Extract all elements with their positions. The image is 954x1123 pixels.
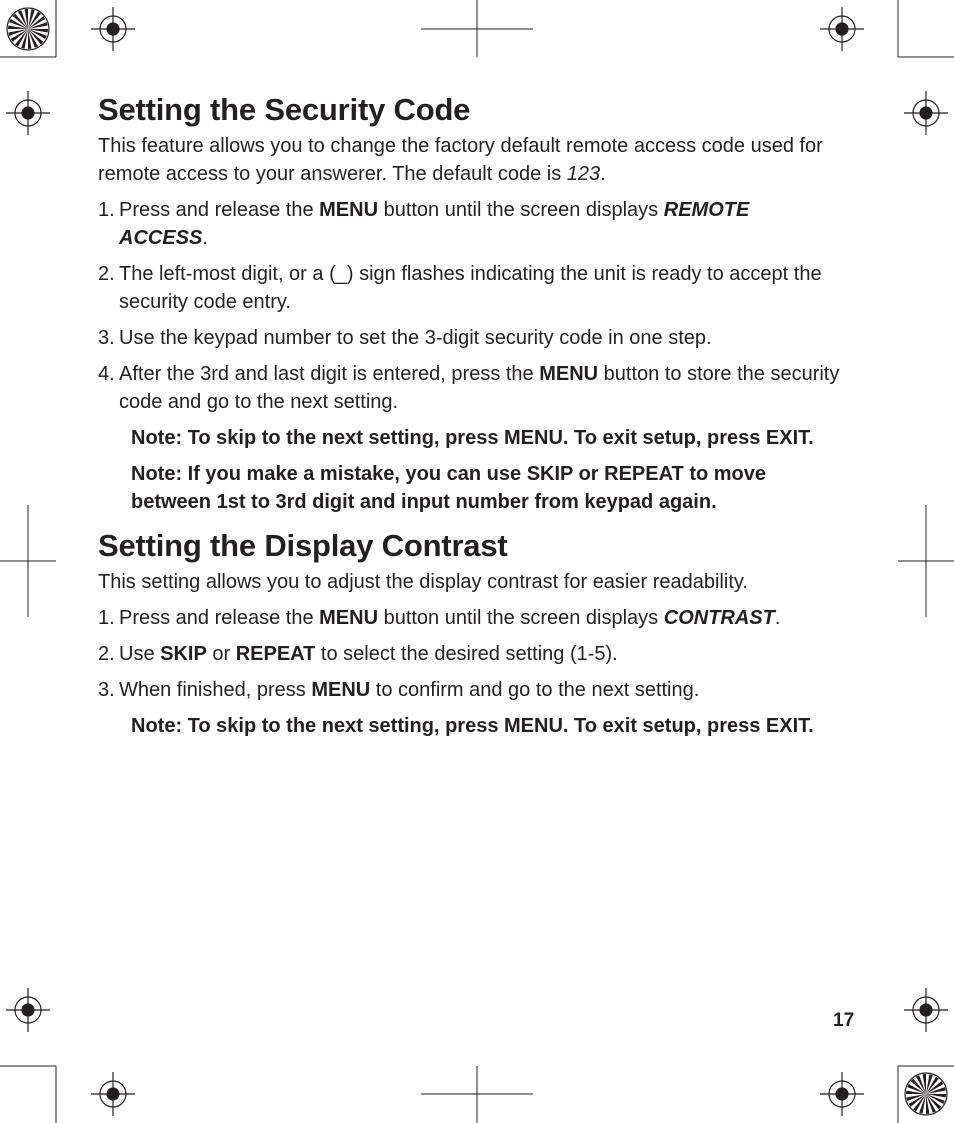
display-contrast-section — [98, 524, 843, 740]
list-item: 3. When finished, press MENU to confirm and go to the next setting. — [98, 679, 700, 701]
section-heading: Setting the Security Code — [98, 92, 471, 127]
section-intro: This feature allows you to change the factory default remote access code used for remote access to your answerer. The default code is 123. — [98, 135, 823, 185]
note: Note: To skip to the next setting, press MENU. To exit setup, press EXIT. — [131, 715, 814, 737]
list-item: 4. After the 3rd and last digit is entered, press the MENU button to store the security code and go to the next setting. — [98, 363, 840, 413]
list-item: 2. Use SKIP or REPEAT to select the desired setting (1-5). — [98, 643, 618, 665]
steps-list — [98, 196, 843, 416]
security-code-section — [98, 88, 843, 516]
list-item: 1. Press and release the MENU button until the screen displays REMOTE ACCESS. — [98, 199, 750, 249]
note: Note: To skip to the next setting, press MENU. To exit setup, press EXIT. — [131, 427, 814, 449]
note: Note: If you make a mistake, you can use SKIP or REPEAT to move between 1st to 3rd digit and input number from keypad again. — [131, 463, 766, 513]
list-item: 1. Press and release the MENU button until the screen displays CONTRAST. — [98, 607, 781, 629]
list-item: 3. Use the keypad number to set the 3-digit security code in one step. — [98, 327, 712, 349]
section-heading: Setting the Display Contrast — [98, 528, 508, 563]
list-item: 2. The left-most digit, or a (_) sign flashes indicating the unit is ready to accept the security code entry. — [98, 263, 822, 313]
section-intro: This setting allows you to adjust the display contrast for easier readability. — [98, 571, 748, 593]
steps-list — [98, 604, 843, 704]
manual-page-content — [98, 88, 843, 748]
page-number: 17 — [833, 1010, 855, 1031]
